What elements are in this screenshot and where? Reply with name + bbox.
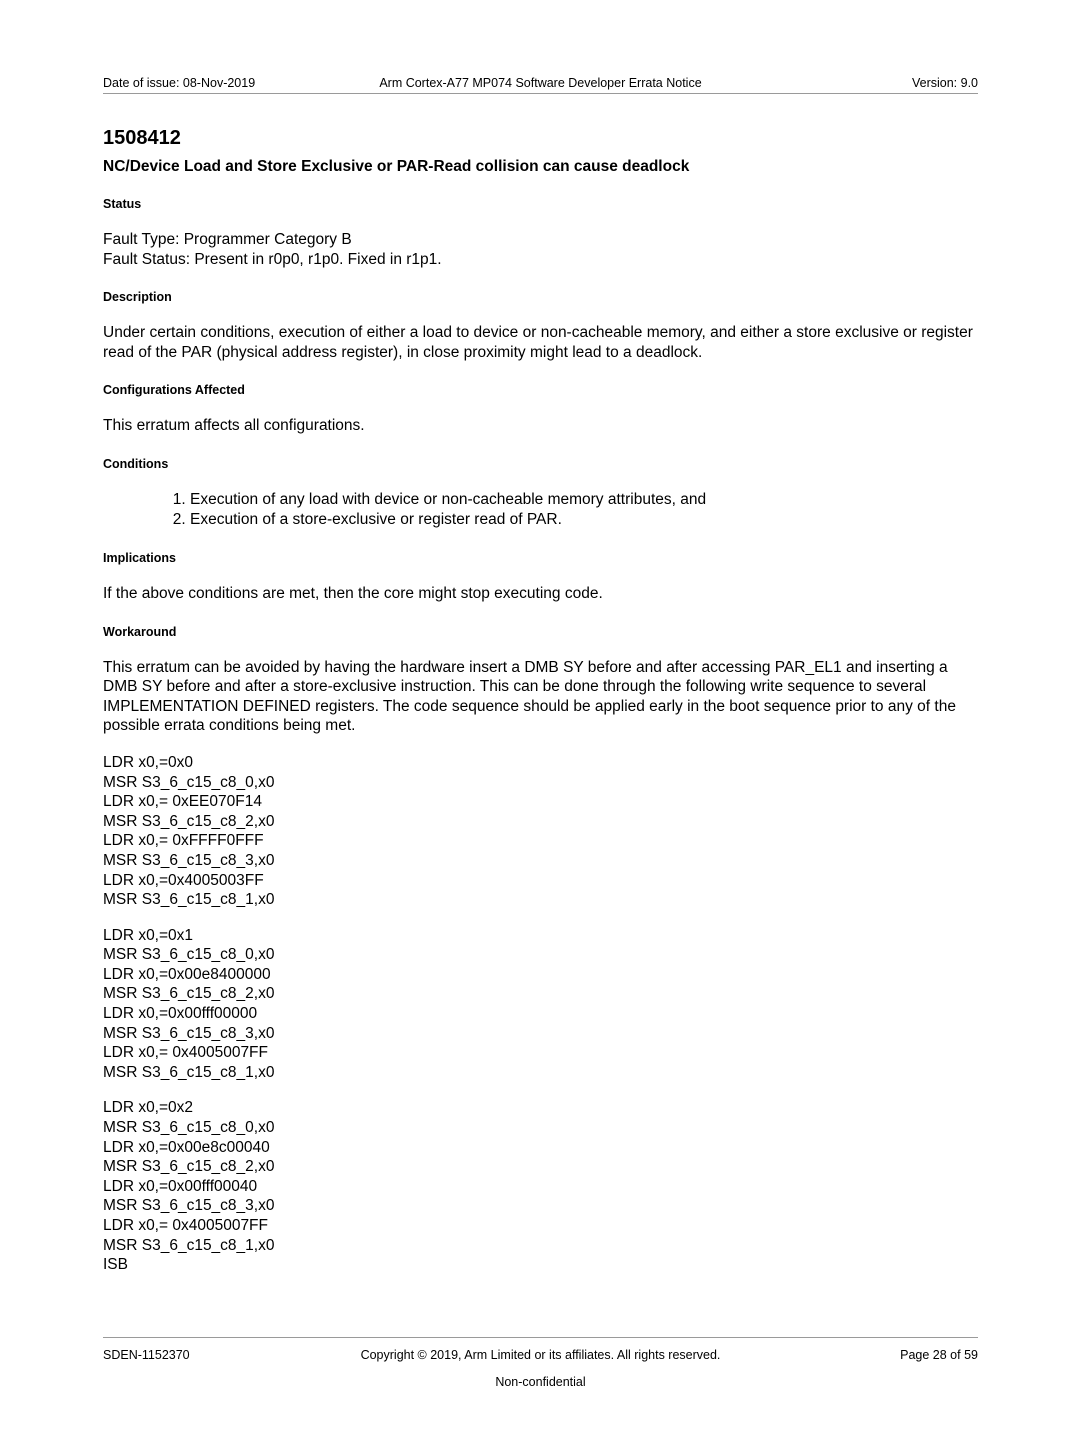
implications-section	[103, 550, 978, 604]
page-number: Page 28 of 59	[900, 1348, 978, 1362]
configurations-text: This erratum affects all configurations.	[103, 417, 365, 435]
fault-status: Fault Status: Present in r0p0, r1p0. Fixed in r1p1.	[103, 250, 442, 268]
configurations-heading: Configurations Affected	[103, 383, 245, 398]
document-title: Arm Cortex-A77 MP074 Software Developer Errata Notice	[379, 76, 702, 90]
code-line: MSR S3_6_c15_c8_3,x0	[103, 1024, 275, 1042]
condition-item: 2. Execution of a store-exclusive or register read of PAR.	[190, 510, 978, 530]
code-line: LDR x0,= 0x4005007FF	[103, 1217, 268, 1234]
fault-type: Fault Type: Programmer Category B	[103, 231, 352, 248]
code-line: LDR x0,=0x2	[103, 1099, 194, 1117]
code-group-2	[103, 926, 978, 1083]
conditions-list	[103, 490, 978, 530]
implications-heading: Implications	[103, 550, 176, 565]
copyright-notice: Copyright © 2019, Arm Limited or its affiliates. All rights reserved.	[360, 1348, 721, 1362]
code-line: LDR x0,=0x00e8400000	[103, 965, 271, 983]
code-line: LDR x0,=0x00e8c00040	[103, 1138, 270, 1156]
document-id: SDEN-1152370	[103, 1348, 190, 1362]
code-line: LDR x0,=0x00fff00040	[103, 1177, 258, 1195]
conditions-heading: Conditions	[103, 456, 169, 471]
code-line: MSR S3_6_c15_c8_3,x0	[103, 1197, 275, 1215]
conditions-section	[103, 456, 978, 530]
code-line: MSR S3_6_c15_c8_1,x0	[103, 891, 275, 909]
issue-date: Date of issue: 08-Nov-2019	[103, 76, 256, 90]
code-line: LDR x0,=0x1	[103, 926, 194, 944]
document-version: Version: 9.0	[911, 76, 978, 90]
code-line: MSR S3_6_c15_c8_2,x0	[103, 812, 275, 830]
condition-item: 1. Execution of any load with device or non-cacheable memory attributes, and	[190, 490, 978, 510]
code-line: LDR x0,= 0xEE070F14	[103, 793, 262, 811]
workaround-heading: Workaround	[103, 624, 177, 639]
workaround-section	[103, 624, 978, 1275]
confidentiality-label: Non-confidential	[495, 1375, 586, 1389]
status-heading: Status	[103, 197, 142, 211]
code-line: ISB	[103, 1256, 128, 1274]
page-footer	[103, 1337, 978, 1389]
description-section	[103, 289, 978, 362]
code-line: MSR S3_6_c15_c8_1,x0	[103, 1063, 275, 1081]
description-heading: Description	[103, 290, 172, 305]
code-line: MSR S3_6_c15_c8_0,x0	[103, 773, 275, 791]
code-line: LDR x0,= 0x4005007FF	[103, 1044, 268, 1062]
code-line: MSR S3_6_c15_c8_0,x0	[103, 946, 275, 964]
footer-row	[103, 1348, 978, 1366]
page-header	[103, 76, 978, 94]
code-line: LDR x0,= 0xFFFF0FFF	[103, 832, 264, 850]
erratum-title: NC/Device Load and Store Exclusive or PAR-Read collision can cause deadlock	[103, 158, 690, 175]
code-line: LDR x0,=0x0	[103, 753, 194, 771]
code-group-1	[103, 753, 978, 910]
code-line: MSR S3_6_c15_c8_3,x0	[103, 851, 275, 869]
code-line: MSR S3_6_c15_c8_0,x0	[103, 1119, 275, 1137]
code-line: LDR x0,=0x4005003FF	[103, 871, 264, 889]
workaround-text: This erratum can be avoided by having the hardware insert a DMB SY before and after accessing PAR_EL1 and inserting a DMB SY before and after a store-exclusive instruction. This can be done through the following write sequence to several IMPLEMENTATION DEFINED registers. The code sequence should be applied early in the boot sequence prior to any of the possible errata conditions being met.	[103, 658, 956, 735]
implications-text: If the above conditions are met, then the core might stop executing code.	[103, 584, 603, 602]
status-section	[103, 196, 978, 269]
code-line: MSR S3_6_c15_c8_2,x0	[103, 1158, 275, 1176]
code-line: LDR x0,=0x00fff00000	[103, 1005, 258, 1023]
status-text	[103, 230, 978, 269]
code-group-3	[103, 1098, 978, 1274]
code-line: MSR S3_6_c15_c8_2,x0	[103, 985, 275, 1003]
description-text: Under certain conditions, execution of either a load to device or non-cacheable memory, and either a store exclusive or register read of the PAR (physical address register), in close proximity might lead to a deadlock.	[103, 324, 973, 361]
erratum-content	[103, 126, 978, 1275]
configurations-section	[103, 382, 978, 436]
code-line: MSR S3_6_c15_c8_1,x0	[103, 1236, 275, 1254]
erratum-id: 1508412	[103, 127, 181, 149]
document-page	[103, 0, 978, 1440]
